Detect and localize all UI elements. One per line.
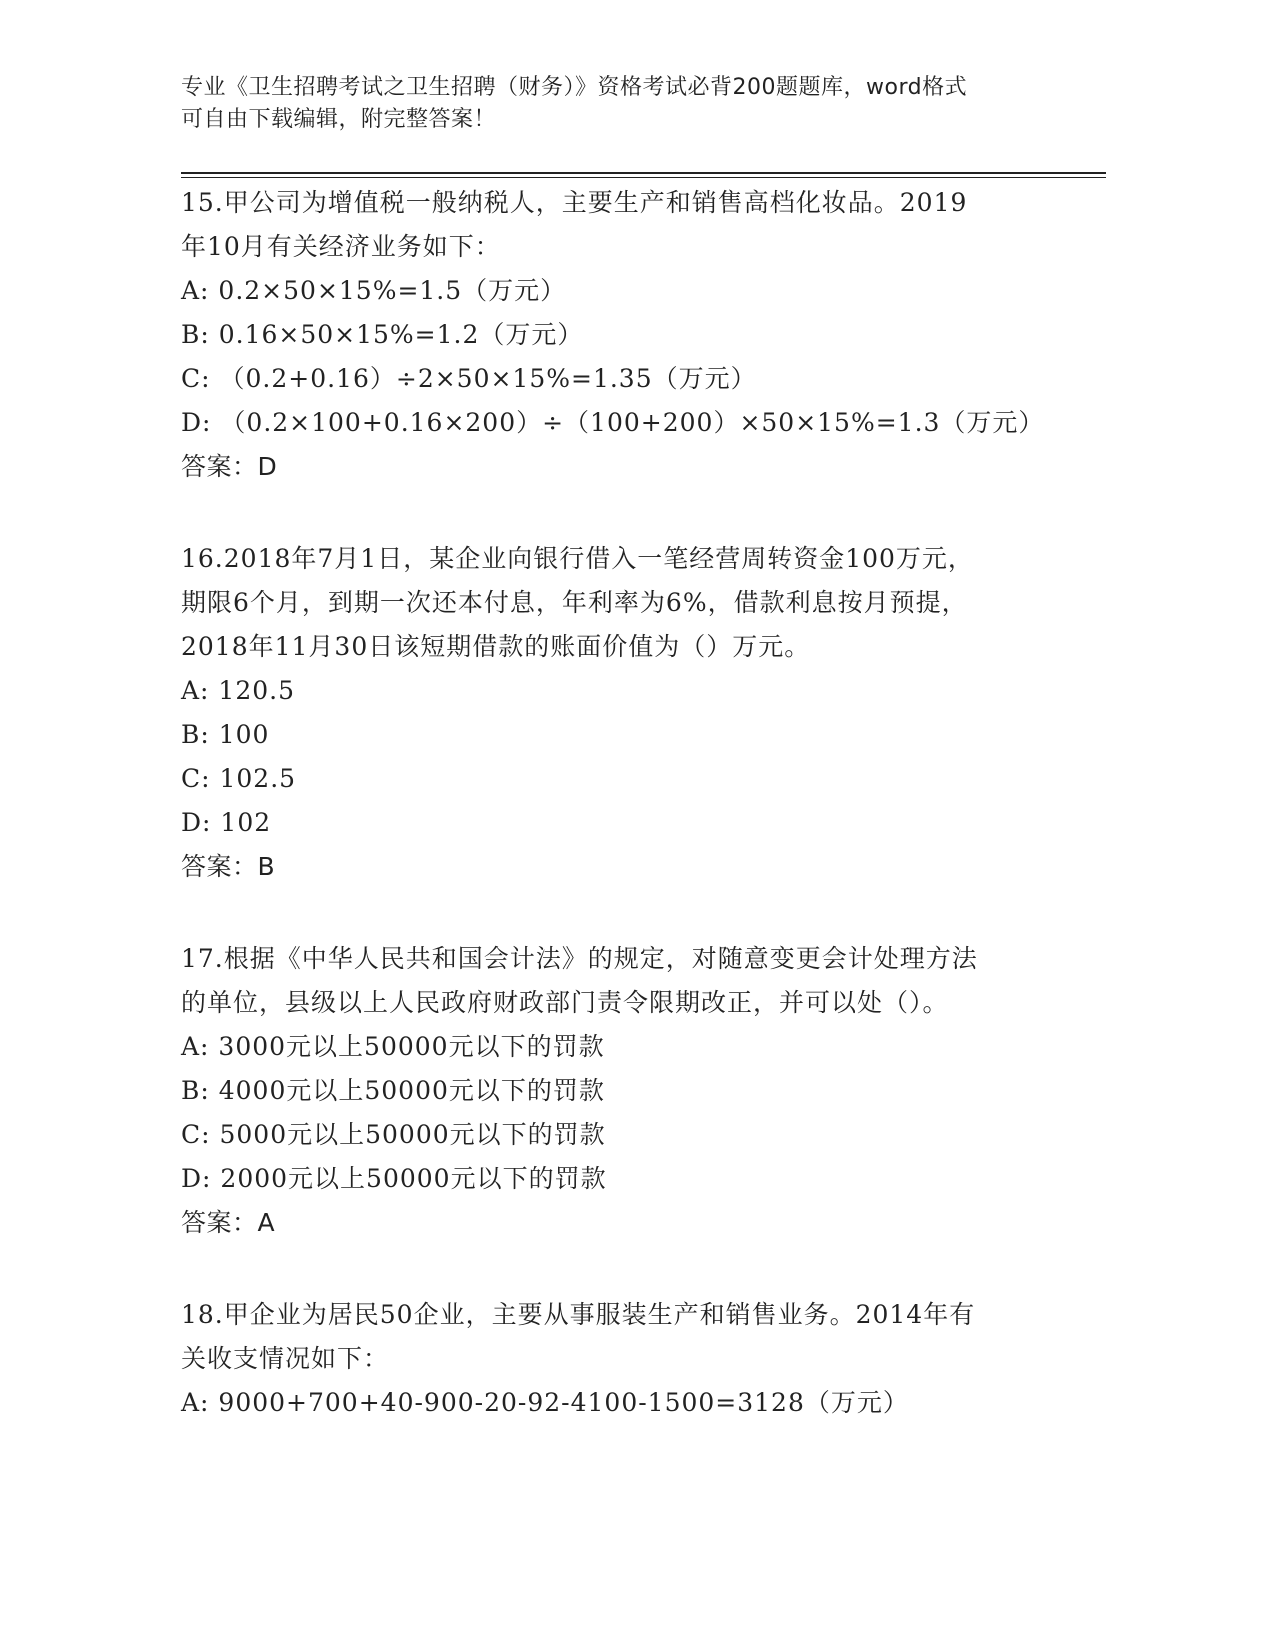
option-d: D: 102 [181,808,272,837]
option-a: A: 0.2×50×15%=1.5（万元） [181,276,567,305]
option-b: B: 0.16×50×15%=1.2（万元） [181,320,584,349]
option-d: D: 2000元以上50000元以下的罚款 [181,1164,607,1193]
option-c: C: 5000元以上50000元以下的罚款 [181,1120,606,1149]
option-c: C: 102.5 [181,764,297,793]
option-a: A: 120.5 [181,676,295,705]
header-rule-thick [181,172,1106,174]
answer-label: 答案：B [181,852,276,881]
header-rule-thin [181,177,1106,178]
question-stem-line: 2018年11月30日该短期借款的账面价值为（）万元。 [181,632,811,661]
question-15 [181,181,1061,489]
question-stem-line: 16.2018年7月1日，某企业向银行借入一笔经营周转资金100万元， [181,544,974,573]
answer-label: 答案：A [181,1208,276,1237]
option-d: D: （0.2×100+0.16×200）÷（100+200）×50×15%=1.3（万元） [181,408,1045,437]
question-18 [181,1293,1061,1425]
question-stem-line: 18.甲企业为居民50企业，主要从事服装生产和销售业务。2014年有 [181,1300,976,1329]
question-stem-line: 期限6个月，到期一次还本付息，年利率为6%，借款利息按月预提， [181,588,968,617]
question-stem-line: 关收支情况如下： [181,1344,390,1373]
option-c: C: （0.2+0.16）÷2×50×15%=1.35（万元） [181,364,757,393]
header-line-2: 可自由下载编辑，附完整答案！ [181,107,497,132]
question-stem-line: 年10月有关经济业务如下： [181,232,501,261]
option-b: B: 4000元以上50000元以下的罚款 [181,1076,605,1105]
answer-label: 答案：D [181,452,278,481]
header-line-1: 专业《卫生招聘考试之卫生招聘（财务）》资格考试必背200题题库，word格式 [181,75,968,100]
question-stem-line: 17.根据《中华人民共和国会计法》的规定，对随意变更会计处理方法 [181,944,978,973]
question-list [181,181,1061,1473]
question-17 [181,937,1061,1245]
question-16 [181,537,1061,889]
question-stem-line: 的单位，县级以上人民政府财政部门责令限期改正，并可以处（）。 [181,988,949,1017]
document-header [181,72,1041,136]
question-stem-line: 15.甲公司为增值税一般纳税人，主要生产和销售高档化妆品。2019 [181,188,968,217]
option-b: B: 100 [181,720,270,749]
option-a: A: 9000+700+40-900-20-92-4100-1500=3128（万元） [181,1388,909,1417]
option-a: A: 3000元以上50000元以下的罚款 [181,1032,605,1061]
